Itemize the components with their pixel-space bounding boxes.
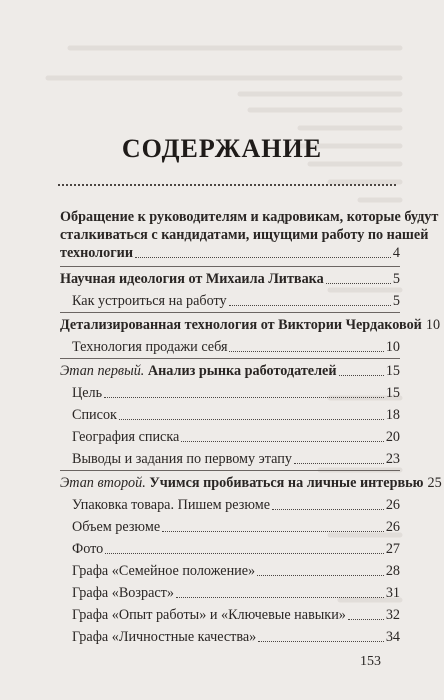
toc-entry-title: Фото [72, 541, 104, 557]
toc-page-number: 15 [385, 363, 400, 379]
toc-page-number: 25 [427, 475, 442, 491]
toc-subentry [72, 584, 400, 602]
page-number: 153 [360, 654, 381, 669]
toc-page-number: 15 [385, 385, 400, 401]
toc-page-number: 10 [385, 339, 400, 355]
toc-entry-line: Обращение к руководителям и кадровикам, которые будут [60, 209, 439, 225]
toc-entry-address-last [60, 244, 400, 262]
toc-page-number: 4 [392, 245, 400, 261]
toc-entry-title: Графа «Семейное положение» [72, 563, 256, 579]
dot-leader [162, 531, 384, 532]
dot-leader [339, 375, 384, 376]
dot-leader [326, 283, 391, 284]
toc-page-number: 18 [385, 407, 400, 423]
toc-entry-title: Графа «Опыт работы» и «Ключевые навыки» [72, 607, 346, 623]
toc-subentry [72, 428, 400, 446]
toc-entry-title: Список [72, 407, 117, 423]
toc-entry-title: Графа «Возраст» [72, 585, 174, 601]
section-separator [60, 266, 400, 267]
toc-subentry [72, 292, 400, 310]
stage-prefix: Этап второй. [60, 475, 146, 491]
toc-subentry [72, 496, 400, 514]
toc-entry-address [60, 208, 439, 244]
dot-leader [181, 441, 383, 442]
dot-leader [176, 597, 384, 598]
toc-page-number: 20 [385, 429, 400, 445]
toc-entry-title: Выводы и задания по первому этапу [72, 451, 292, 467]
section-separator [60, 312, 400, 313]
section-separator [60, 358, 400, 359]
dot-leader [348, 619, 384, 620]
dot-leader [105, 553, 384, 554]
toc-subentry [72, 406, 400, 424]
toc-entry-title: Объем резюме [72, 519, 161, 535]
toc-page-number: 26 [385, 497, 400, 513]
stage-title: Учимся пробиваться на личные интервью [149, 475, 424, 491]
dot-leader [272, 509, 384, 510]
toc-subentry [72, 606, 400, 624]
toc-entry-title [60, 362, 337, 380]
toc-subentry [72, 562, 400, 580]
toc-entry-line: сталкиваться с кандидатами, ищущими работу по нашей [60, 227, 429, 243]
dot-leader [229, 351, 383, 352]
toc-page-number: 10 [425, 317, 441, 333]
toc-entry [60, 270, 400, 288]
toc-subentry [72, 450, 400, 468]
toc-page-number: 27 [385, 541, 400, 557]
toc-entry-line: технологии [60, 245, 134, 261]
stage-title: Анализ рынка работодателей [147, 363, 337, 379]
page-title: СОДЕРЖАНИЕ [121, 134, 323, 163]
toc-entry [60, 316, 441, 334]
toc-page-number: 31 [385, 585, 400, 601]
toc-page-number: 26 [385, 519, 400, 535]
toc-entry-title: Графа «Личностные качества» [72, 629, 257, 645]
toc-page-number: 34 [385, 629, 400, 645]
dot-leader [294, 463, 384, 464]
title-divider [58, 184, 396, 186]
toc-entry-title: Научная идеология от Михаила Литвака [60, 271, 324, 287]
dot-leader [119, 419, 384, 420]
toc-subentry [72, 518, 400, 536]
dot-leader [104, 397, 384, 398]
toc-subentry [72, 540, 400, 558]
toc-entry-title: Технология продажи себя [72, 339, 228, 355]
toc-subentry [72, 338, 400, 356]
toc-page-number: 23 [385, 451, 400, 467]
toc-entry-title: Детализированная технология от Виктории Чердаковой [60, 317, 422, 333]
toc-entry-stage [60, 474, 442, 492]
toc-subentry [72, 628, 400, 646]
toc-entry-title: Цель [72, 385, 103, 401]
section-separator [60, 470, 400, 471]
toc-entry-stage [60, 362, 400, 380]
toc-subentry [72, 384, 400, 402]
dot-leader [258, 641, 384, 642]
dot-leader [135, 257, 391, 258]
toc-page-number: 5 [392, 293, 400, 309]
toc-page-number: 5 [392, 271, 400, 287]
toc-entry-title [60, 474, 423, 492]
toc-entry-title: География списка [72, 429, 180, 445]
toc-entry-title: Как устроиться на работу [72, 293, 227, 309]
toc-page-number: 28 [385, 563, 400, 579]
dot-leader [257, 575, 384, 576]
stage-prefix: Этап первый. [60, 363, 145, 379]
toc-entry-title: Упаковка товара. Пишем резюме [72, 497, 271, 513]
dot-leader [229, 305, 391, 306]
toc-page-number: 32 [385, 607, 400, 623]
